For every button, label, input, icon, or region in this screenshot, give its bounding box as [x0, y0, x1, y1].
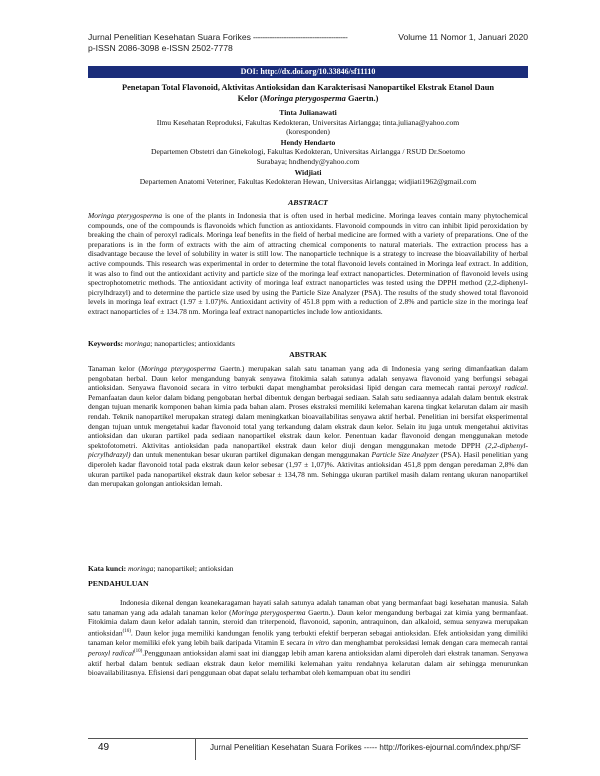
abstract-heading: ABSTRACT: [288, 198, 328, 207]
abstract-indonesian: [88, 364, 528, 489]
abstract-english: [88, 211, 528, 317]
journal-name: Jurnal Penelitian Kesehatan Suara Forikes: [88, 32, 251, 42]
keywords-label: Kata kunci:: [88, 564, 127, 573]
abstrak-heading: ABSTRAK: [289, 350, 327, 359]
keyword-italic: moringa: [128, 564, 154, 573]
footer-separator: [195, 738, 196, 760]
abstrak-pre: Tanaman kelor (: [88, 364, 141, 373]
author-name: Hendy Hendarto: [280, 137, 336, 147]
author-name: Widjiati: [294, 167, 322, 177]
section-heading-intro: PENDAHULUAN: [88, 579, 149, 588]
citation-ref[interactable]: (10): [133, 649, 143, 655]
citation-ref[interactable]: (16): [122, 628, 131, 634]
journal-volume: Volume 11 Nomor 1, Januari 2020: [398, 32, 528, 42]
abstrak-text: . Pemanfaatan daun kelor dalam bidang pengobatan herbal dibentuk dengan berbagai sediaan. Salah satu sediaannya adalah dalam bentuk ekstrak dengan tujuan menarik komponen bahan kimia pada bahan alam. Proses ekstraksi memiliki kelemahan karena tingkat kelarutan dalam air masih rendah. Teknik nanopartikel merupakan strategi dalam meningkatkan bioavailabilitas senyawa aktif herbal. Penelitian ini bersifat eksperimental dengan tujuan untuk mengetahui kadar flavonoid total yang terkandung dalam ekstrak daun kelor. Selain itu juga untuk mengetahui aktivitas antioksidan dan ukuran partikel pada sediaan nanopartikel ekstrak daun kelor. Penentuan kadar flavonoid dengan menggunakan metode spektofotometri. Aktivitas antioksidan pada nanopartikel ekstrak daun kelor diuji dengan menggunakan metode DPPH: [88, 383, 528, 450]
footer-divider: [88, 738, 528, 739]
doi-link[interactable]: DOI: http://dx.doi.org/10.33846/sf11110: [88, 66, 528, 78]
title-post: Gaertn.): [345, 93, 379, 103]
paper-title: [88, 83, 528, 104]
journal-header: [88, 32, 528, 54]
abstrak-italic: Moringa pterygosperma: [140, 364, 216, 373]
intro-text: . Daun kelor juga memiliki kandungan fenolik yang terbukti efektif berperan sebagai antioksidan. Efek antioksidan yang dimiliki tanaman kelor memiliki efek yang lebih baik daripada Vitamin E secara: [88, 628, 528, 647]
intro-italic: in vitro: [307, 637, 330, 647]
keywords-rest: ; nanopartikel; antioksidan: [153, 564, 234, 573]
author-block: [88, 108, 528, 187]
keywords-label: Keywords:: [88, 339, 123, 348]
author-affiliation-2: (koresponden): [286, 127, 330, 137]
keywords-indonesian: [88, 564, 528, 574]
header-dashes: ----------------------------------------: [252, 32, 348, 42]
abstrak-text: dan untuk menentukan besar ukuran partikel digunakan dengan menggunakan: [130, 450, 372, 460]
journal-issn: p-ISSN 2086-3098 e-ISSN 2502-7778: [88, 43, 233, 53]
journal-header-row: [88, 32, 528, 43]
keywords-english: [88, 339, 528, 349]
footer-journal-url[interactable]: Jurnal Penelitian Kesehatan Suara Forikes ----- http://forikes-ejournal.com/index.php/SF: [210, 743, 521, 752]
title-line-1: Penetapan Total Flavonoid, Aktivitas Antioksidan dan Karakterisasi Nanopartikel Ekstrak Etanol Daun: [121, 83, 495, 92]
page-number: 49: [98, 742, 110, 753]
keyword-italic: moringa: [124, 339, 151, 348]
abstrak-italic: (2,2-diphenyl-picrylhdrazyl): [88, 440, 528, 460]
author-affiliation: Departemen Anatomi Veteriner, Fakultas Kedokteran Hewan, Universitas Airlangga; widjiati1962@gmail.com: [139, 177, 477, 187]
author-affiliation: Departemen Obstetri dan Ginekologi, Fakultas Kedokteran, Universitas Airlangga / RSUD Dr.Soetomo: [150, 147, 466, 157]
title-line-2: [88, 94, 528, 105]
keywords-rest: ; nanoparticles; antioxidants: [150, 339, 235, 348]
abstract-body: is one of the plants in Indonesia that is often used in herbal medicine. Moringa leaves contain many phytochemical compounds, one of the compounds is flavonoids which function as antioxidants. Flavonoid compounds in vitro can inhibit lipid peroxidation by breaking the chain of peroxyl radicals. Moringa leaf benefits in the field of herbal medicine are formed with a variety of preparations. One of the preparations is in the form of extracts with the aim of attracting chemical components to natural materials. The extraction process has a disadvantage because the level of solubility in water is still low. The nanoparticle technique is a strategy to increase the bioavailability of herbal active compounds. This research was experimental in order to determine the total flavonoid levels contained in Moringa leaf extract. In addition, it was also to find out the antioxidant activity and particle size of the moringa leaf extract nanoparticles. Determination of flavonoid levels using spectrophotometric methods. The antioxidant activity of moringa leaf extract nanoparticles was tested using the DPPH method (2,2-diphenyl-picrylhdrazyl) and to determine the particle size used by using the Particle Size Analyzer (PSA). The results of the study showed total flavonoid levels in moringa leaf extract (1.97 ± 1.07)%. Antioxidant activity of 451.8 ppm with a reduction of 2.8% and particle size in the moringa leaf extract nanoparticles of ± 134.78 nm. Moringa leaf extract nanoparticles include low antioxidants.: [88, 211, 528, 316]
intro-text: .Penggunaan antioksidan alami saat ini dianggap lebih aman karena antioksidan alami diperoleh dari ekstrak tanaman. Senyawa aktif herbal dalam bentuk sediaan ekstrak daun kelor memiliki kelemahan yaitu rendahnya kelarutan dalam air sehingga menurunkan bioavailabilitasnya. Efisiensi dari penggunaan obat dapat selalu terhambat oleh kemampuan obat itu sendiri: [88, 648, 528, 678]
intro-text: dan menghambat peroksidasi lemak dengan cara memecah rantai: [329, 637, 529, 647]
author-name: Tinta Julianawati: [279, 108, 337, 117]
intro-text: Gaertn.). Daun kelor mengandung berbagai zat kimia yang bermanfaat. Fitokimia dalam daun kelor adalah tannin, steroid dan triterpenoid, flavonoid, saponin, antraquinon, dan alkaloid, semua senyawa merupakan antioksidan: [88, 607, 529, 638]
intro-italic: Moringa pterygosperma: [231, 607, 306, 617]
abstrak-italic: Particle Size Analyzer: [371, 450, 439, 460]
abstract-lead: Moringa pterygosperma: [88, 211, 163, 220]
author-affiliation-2: Surabaya; hndhendy@yahoo.com: [256, 156, 360, 166]
intro-paragraph: [88, 598, 528, 678]
abstrak-text: (PSA). Hasil penelitian yang diperoleh kadar flavonoid total pada ekstrak daun kelor sebesar (1,97 ± 1,07)%. Aktivitas antioksidan 451,8 ppm dengan peredaman 2,8% dan ukuran partikel pada nanopartikel ekstrak daun kelor sebesar ± 134,78 nm. Sehingga ukuran partikel masih dalam rentang ukuran nanopartikel dan merupakan golongan antioksidan lemah.: [88, 450, 529, 489]
abstrak-italic: peroxyl radical: [478, 383, 527, 393]
title-pre: Kelor (: [237, 93, 263, 103]
intro-italic: peroxyl radical: [88, 648, 134, 658]
intro-text: Indonesia dikenal dengan keanekaragaman hayati salah satunya adalah tanaman obat yang bermanfaat bagi kesehatan manusia. Salah satu tanaman yang ada adalah tanaman kelor (: [88, 598, 528, 617]
title-species: Moringa pterygosperma: [262, 93, 346, 103]
author-affiliation: Ilmu Kesehatan Reproduksi, Fakultas Kedokteran, Universitas Airlangga; tinta.juliana@yahoo.com: [156, 117, 460, 127]
abstrak-text: Gaertn.) merupakan salah satu tanaman yang ada di Indonesia yang sering dimanfaatkan dalam pengobatan herbal. Daun kelor mengandung banyak senyawa fitokimia salah satunya adalah senyawa flavonoid yang berfungsi sebagai antioksidan. Senyawa flavonoid secara in vitro terbukti dapat menghambat peroksidasi lipid dengan cara memecah rantai: [88, 364, 528, 393]
